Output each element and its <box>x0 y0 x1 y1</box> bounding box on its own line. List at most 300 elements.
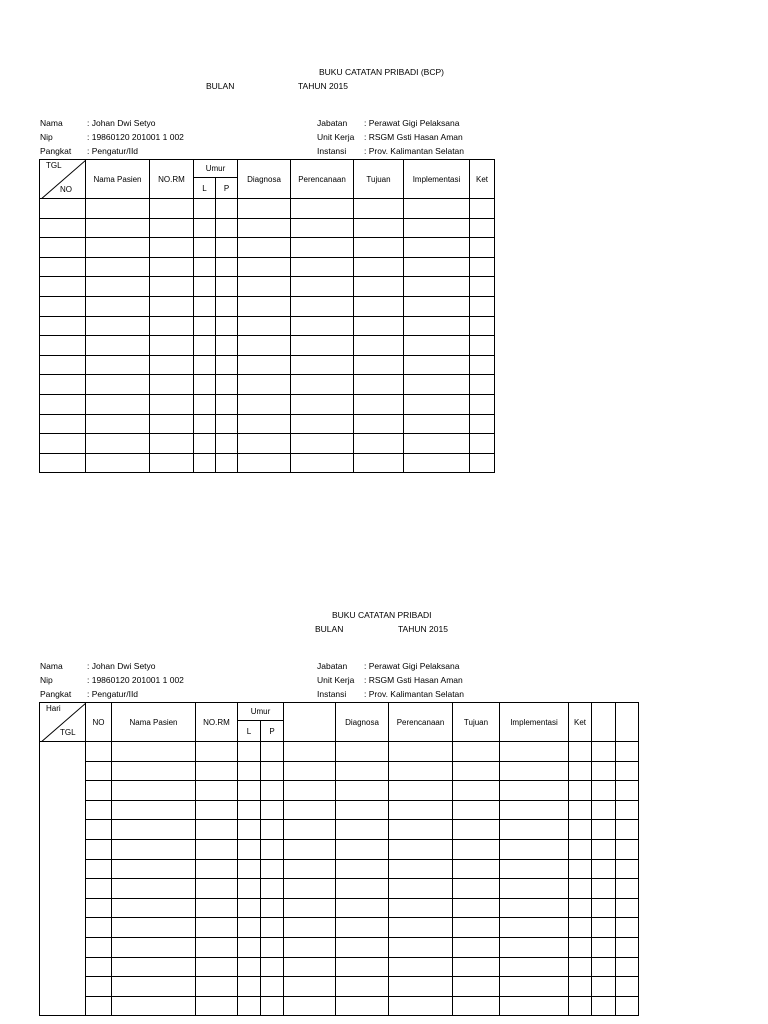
empty-cell <box>453 937 500 957</box>
empty-cell <box>238 879 261 899</box>
record-table-1 <box>39 159 495 473</box>
empty-cell <box>404 296 470 316</box>
empty-cell <box>238 414 291 434</box>
empty-cell <box>261 820 284 840</box>
empty-cell <box>150 277 194 297</box>
table-row <box>40 977 639 997</box>
empty-cell <box>112 918 196 938</box>
empty-cell <box>470 199 495 219</box>
empty-cell <box>40 199 86 219</box>
empty-cell <box>86 394 150 414</box>
empty-cell <box>336 937 389 957</box>
empty-cell <box>592 761 616 781</box>
empty-cell <box>470 257 495 277</box>
empty-cell <box>389 977 453 997</box>
table-row <box>40 918 639 938</box>
empty-cell <box>150 434 194 454</box>
empty-cell <box>196 839 238 859</box>
instansi-value: : Prov. Kalimantan Selatan <box>364 689 465 699</box>
empty-cell <box>150 355 194 375</box>
empty-cell <box>291 277 354 297</box>
nama-pasien-header: Nama Pasien <box>86 160 150 199</box>
jabatan-value: : Perawat Gigi Pelaksana <box>364 118 460 128</box>
empty-cell <box>40 296 86 316</box>
empty-cell <box>453 957 500 977</box>
empty-cell <box>389 839 453 859</box>
month-label: BULAN <box>206 81 235 91</box>
empty-cell <box>86 898 112 918</box>
extra-header-1 <box>592 703 616 742</box>
empty-cell <box>238 820 261 840</box>
empty-cell <box>216 414 238 434</box>
empty-cell <box>238 761 261 781</box>
empty-cell <box>86 761 112 781</box>
year-label: TAHUN 2015 <box>298 81 348 91</box>
empty-cell <box>354 434 404 454</box>
empty-cell <box>238 918 261 938</box>
table-row <box>40 781 639 801</box>
empty-cell <box>112 879 196 899</box>
empty-cell <box>354 277 404 297</box>
empty-cell <box>470 355 495 375</box>
nama-value: : Johan Dwi Setyo <box>87 118 156 128</box>
empty-cell <box>336 761 389 781</box>
month-label: BULAN <box>315 624 344 634</box>
table-row <box>40 316 495 336</box>
empty-cell <box>112 820 196 840</box>
empty-cell <box>261 977 284 997</box>
empty-cell <box>404 257 470 277</box>
empty-cell <box>150 296 194 316</box>
table-row <box>40 375 495 395</box>
empty-cell <box>194 414 216 434</box>
empty-cell <box>112 859 196 879</box>
empty-cell <box>470 414 495 434</box>
empty-cell <box>86 336 150 356</box>
empty-cell <box>238 257 291 277</box>
empty-cell <box>569 800 592 820</box>
empty-cell <box>150 453 194 473</box>
empty-cell <box>470 296 495 316</box>
implementasi-header: Implementasi <box>404 160 470 199</box>
nama-pasien-header: Nama Pasien <box>112 703 196 742</box>
empty-cell <box>616 898 639 918</box>
diagnosa-header: Diagnosa <box>336 703 389 742</box>
empty-cell <box>616 839 639 859</box>
empty-cell <box>500 977 569 997</box>
tgl-header-label: TGL <box>46 161 62 170</box>
empty-cell <box>40 453 86 473</box>
empty-cell <box>238 839 261 859</box>
empty-cell <box>238 394 291 414</box>
empty-cell <box>470 375 495 395</box>
empty-cell <box>196 781 238 801</box>
empty-cell <box>194 434 216 454</box>
empty-cell <box>284 820 336 840</box>
empty-cell <box>196 918 238 938</box>
empty-cell <box>453 820 500 840</box>
empty-cell <box>86 859 112 879</box>
empty-cell <box>453 977 500 997</box>
empty-cell <box>261 937 284 957</box>
empty-cell <box>291 296 354 316</box>
empty-cell <box>592 977 616 997</box>
empty-cell <box>86 199 150 219</box>
empty-cell <box>336 800 389 820</box>
empty-cell <box>86 257 150 277</box>
empty-cell <box>40 742 86 1016</box>
empty-cell <box>216 355 238 375</box>
implementasi-header: Implementasi <box>500 703 569 742</box>
table-row <box>40 336 495 356</box>
empty-cell <box>150 199 194 219</box>
empty-cell <box>216 199 238 219</box>
nama-label: Nama <box>40 661 63 671</box>
table-row <box>40 277 495 297</box>
empty-cell <box>470 218 495 238</box>
empty-cell <box>284 781 336 801</box>
empty-cell <box>354 316 404 336</box>
empty-cell <box>616 918 639 938</box>
empty-cell <box>238 937 261 957</box>
empty-cell <box>500 996 569 1016</box>
empty-cell <box>238 898 261 918</box>
jabatan-label: Jabatan <box>317 118 348 128</box>
empty-cell <box>616 742 639 762</box>
table-row <box>40 355 495 375</box>
empty-cell <box>86 316 150 336</box>
empty-cell <box>354 218 404 238</box>
table-row <box>40 394 495 414</box>
empty-cell <box>86 277 150 297</box>
pangkat-label: Pangkat <box>40 146 72 156</box>
pangkat-label: Pangkat <box>40 689 72 699</box>
empty-cell <box>453 918 500 938</box>
empty-cell <box>194 277 216 297</box>
tgl-header-label: TGL <box>60 728 76 737</box>
empty-cell <box>150 257 194 277</box>
empty-cell <box>336 879 389 899</box>
empty-cell <box>500 800 569 820</box>
empty-cell <box>500 879 569 899</box>
table-row <box>40 996 639 1016</box>
empty-cell <box>592 957 616 977</box>
empty-cell <box>569 879 592 899</box>
empty-cell <box>500 957 569 977</box>
table-row <box>40 957 639 977</box>
empty-cell <box>500 742 569 762</box>
empty-cell <box>616 781 639 801</box>
empty-cell <box>238 977 261 997</box>
empty-cell <box>112 781 196 801</box>
empty-cell <box>500 859 569 879</box>
empty-cell <box>216 316 238 336</box>
empty-cell <box>470 316 495 336</box>
empty-cell <box>500 918 569 938</box>
empty-cell <box>196 859 238 879</box>
empty-cell <box>389 742 453 762</box>
empty-cell <box>500 781 569 801</box>
empty-cell <box>150 414 194 434</box>
empty-cell <box>261 879 284 899</box>
pangkat-value: : Pengatur/IId <box>87 146 139 156</box>
empty-cell <box>453 781 500 801</box>
table-row <box>40 800 639 820</box>
form-title: BUKU CATATAN PRIBADI <box>332 610 432 620</box>
empty-cell <box>238 957 261 977</box>
table-row <box>40 414 495 434</box>
nama-label: Nama <box>40 118 63 128</box>
empty-cell <box>194 199 216 219</box>
empty-cell <box>86 800 112 820</box>
empty-cell <box>216 394 238 414</box>
empty-cell <box>569 742 592 762</box>
empty-cell <box>389 879 453 899</box>
empty-cell <box>354 414 404 434</box>
empty-cell <box>389 937 453 957</box>
empty-cell <box>40 257 86 277</box>
empty-cell <box>453 800 500 820</box>
empty-cell <box>238 218 291 238</box>
empty-cell <box>592 781 616 801</box>
empty-cell <box>238 742 261 762</box>
unit-kerja-label: Unit Kerja <box>317 675 355 685</box>
empty-cell <box>291 434 354 454</box>
empty-cell <box>196 957 238 977</box>
empty-cell <box>196 742 238 762</box>
empty-cell <box>291 394 354 414</box>
empty-cell <box>336 859 389 879</box>
empty-cell <box>238 434 291 454</box>
empty-cell <box>389 761 453 781</box>
empty-cell <box>86 839 112 859</box>
empty-cell <box>500 761 569 781</box>
empty-cell <box>404 394 470 414</box>
nip-value: : 19860120 201001 1 002 <box>87 675 184 685</box>
empty-cell <box>196 820 238 840</box>
empty-cell <box>196 937 238 957</box>
nip-label: Nip <box>40 132 53 142</box>
empty-cell <box>238 781 261 801</box>
empty-cell <box>112 957 196 977</box>
empty-cell <box>238 238 291 258</box>
empty-cell <box>216 375 238 395</box>
empty-cell <box>40 394 86 414</box>
empty-cell <box>404 414 470 434</box>
empty-cell <box>86 434 150 454</box>
empty-cell <box>261 839 284 859</box>
empty-cell <box>150 218 194 238</box>
table-row <box>40 937 639 957</box>
empty-cell <box>86 218 150 238</box>
empty-cell <box>261 761 284 781</box>
no-rm-header: NO.RM <box>150 160 194 199</box>
empty-cell <box>86 296 150 316</box>
empty-cell <box>389 781 453 801</box>
empty-cell <box>112 761 196 781</box>
instansi-label: Instansi <box>317 689 347 699</box>
empty-cell <box>86 820 112 840</box>
empty-cell <box>592 879 616 899</box>
empty-cell <box>86 918 112 938</box>
hari-tgl-header <box>40 703 86 742</box>
empty-cell <box>216 296 238 316</box>
empty-cell <box>284 879 336 899</box>
blank-header <box>284 703 336 742</box>
empty-cell <box>616 957 639 977</box>
table-row <box>40 761 639 781</box>
empty-cell <box>194 453 216 473</box>
no-header: NO <box>86 703 112 742</box>
table-row <box>40 238 495 258</box>
empty-cell <box>261 918 284 938</box>
instansi-value: : Prov. Kalimantan Selatan <box>364 146 465 156</box>
empty-cell <box>194 238 216 258</box>
empty-cell <box>291 336 354 356</box>
empty-cell <box>194 218 216 238</box>
no-header-label: NO <box>60 185 72 194</box>
empty-cell <box>86 375 150 395</box>
empty-cell <box>196 898 238 918</box>
instansi-label: Instansi <box>317 146 347 156</box>
empty-cell <box>569 937 592 957</box>
record-table-2 <box>39 702 639 1016</box>
empty-cell <box>261 800 284 820</box>
ket-header: Ket <box>470 160 495 199</box>
table-row <box>40 296 495 316</box>
empty-cell <box>354 336 404 356</box>
empty-cell <box>500 898 569 918</box>
empty-cell <box>284 742 336 762</box>
empty-cell <box>404 355 470 375</box>
empty-cell <box>354 394 404 414</box>
empty-cell <box>569 781 592 801</box>
table-row <box>40 898 639 918</box>
empty-cell <box>389 859 453 879</box>
empty-cell <box>500 820 569 840</box>
empty-cell <box>238 199 291 219</box>
empty-cell <box>86 414 150 434</box>
empty-cell <box>112 898 196 918</box>
empty-cell <box>40 316 86 336</box>
year-label: TAHUN 2015 <box>398 624 448 634</box>
empty-cell <box>216 336 238 356</box>
empty-cell <box>470 336 495 356</box>
empty-cell <box>86 937 112 957</box>
empty-cell <box>336 996 389 1016</box>
empty-cell <box>86 238 150 258</box>
empty-cell <box>592 996 616 1016</box>
empty-cell <box>194 336 216 356</box>
empty-cell <box>238 277 291 297</box>
empty-cell <box>86 957 112 977</box>
table-row <box>40 839 639 859</box>
empty-cell <box>261 781 284 801</box>
table-row <box>40 820 639 840</box>
empty-cell <box>291 414 354 434</box>
empty-cell <box>261 742 284 762</box>
table-row <box>40 218 495 238</box>
table-row <box>40 742 639 762</box>
empty-cell <box>453 996 500 1016</box>
empty-cell <box>40 336 86 356</box>
empty-cell <box>194 375 216 395</box>
empty-cell <box>404 218 470 238</box>
empty-cell <box>238 453 291 473</box>
empty-cell <box>284 957 336 977</box>
empty-cell <box>569 761 592 781</box>
tujuan-header: Tujuan <box>453 703 500 742</box>
umur-header: Umur <box>194 160 238 178</box>
table-row <box>40 453 495 473</box>
empty-cell <box>238 296 291 316</box>
empty-cell <box>453 898 500 918</box>
empty-cell <box>569 898 592 918</box>
empty-cell <box>216 257 238 277</box>
umur-p-header: P <box>216 178 238 199</box>
empty-cell <box>404 316 470 336</box>
empty-cell <box>86 742 112 762</box>
empty-cell <box>336 898 389 918</box>
empty-cell <box>389 898 453 918</box>
empty-cell <box>616 977 639 997</box>
empty-cell <box>404 199 470 219</box>
empty-cell <box>291 375 354 395</box>
empty-cell <box>238 316 291 336</box>
unit-kerja-value: : RSGM Gsti Hasan Aman <box>364 675 463 685</box>
umur-l-header: L <box>238 721 261 742</box>
tgl-no-header <box>40 160 86 199</box>
empty-cell <box>592 859 616 879</box>
empty-cell <box>194 296 216 316</box>
empty-cell <box>86 996 112 1016</box>
empty-cell <box>404 453 470 473</box>
nip-value: : 19860120 201001 1 002 <box>87 132 184 142</box>
empty-cell <box>404 277 470 297</box>
empty-cell <box>261 996 284 1016</box>
empty-cell <box>194 355 216 375</box>
tujuan-header: Tujuan <box>354 160 404 199</box>
empty-cell <box>150 375 194 395</box>
empty-cell <box>404 375 470 395</box>
empty-cell <box>354 453 404 473</box>
empty-cell <box>284 800 336 820</box>
empty-cell <box>291 257 354 277</box>
empty-cell <box>40 277 86 297</box>
empty-cell <box>40 218 86 238</box>
empty-cell <box>389 957 453 977</box>
empty-cell <box>112 996 196 1016</box>
pangkat-value: : Pengatur/IId <box>87 689 139 699</box>
empty-cell <box>284 898 336 918</box>
empty-cell <box>216 277 238 297</box>
unit-kerja-label: Unit Kerja <box>317 132 355 142</box>
empty-cell <box>592 918 616 938</box>
empty-cell <box>291 316 354 336</box>
jabatan-value: : Perawat Gigi Pelaksana <box>364 661 460 671</box>
empty-cell <box>592 839 616 859</box>
empty-cell <box>196 977 238 997</box>
empty-cell <box>284 977 336 997</box>
empty-cell <box>616 820 639 840</box>
empty-cell <box>112 977 196 997</box>
perencanaan-header: Perencanaan <box>389 703 453 742</box>
empty-cell <box>40 355 86 375</box>
ket-header: Ket <box>569 703 592 742</box>
empty-cell <box>470 277 495 297</box>
empty-cell <box>453 839 500 859</box>
empty-cell <box>194 257 216 277</box>
